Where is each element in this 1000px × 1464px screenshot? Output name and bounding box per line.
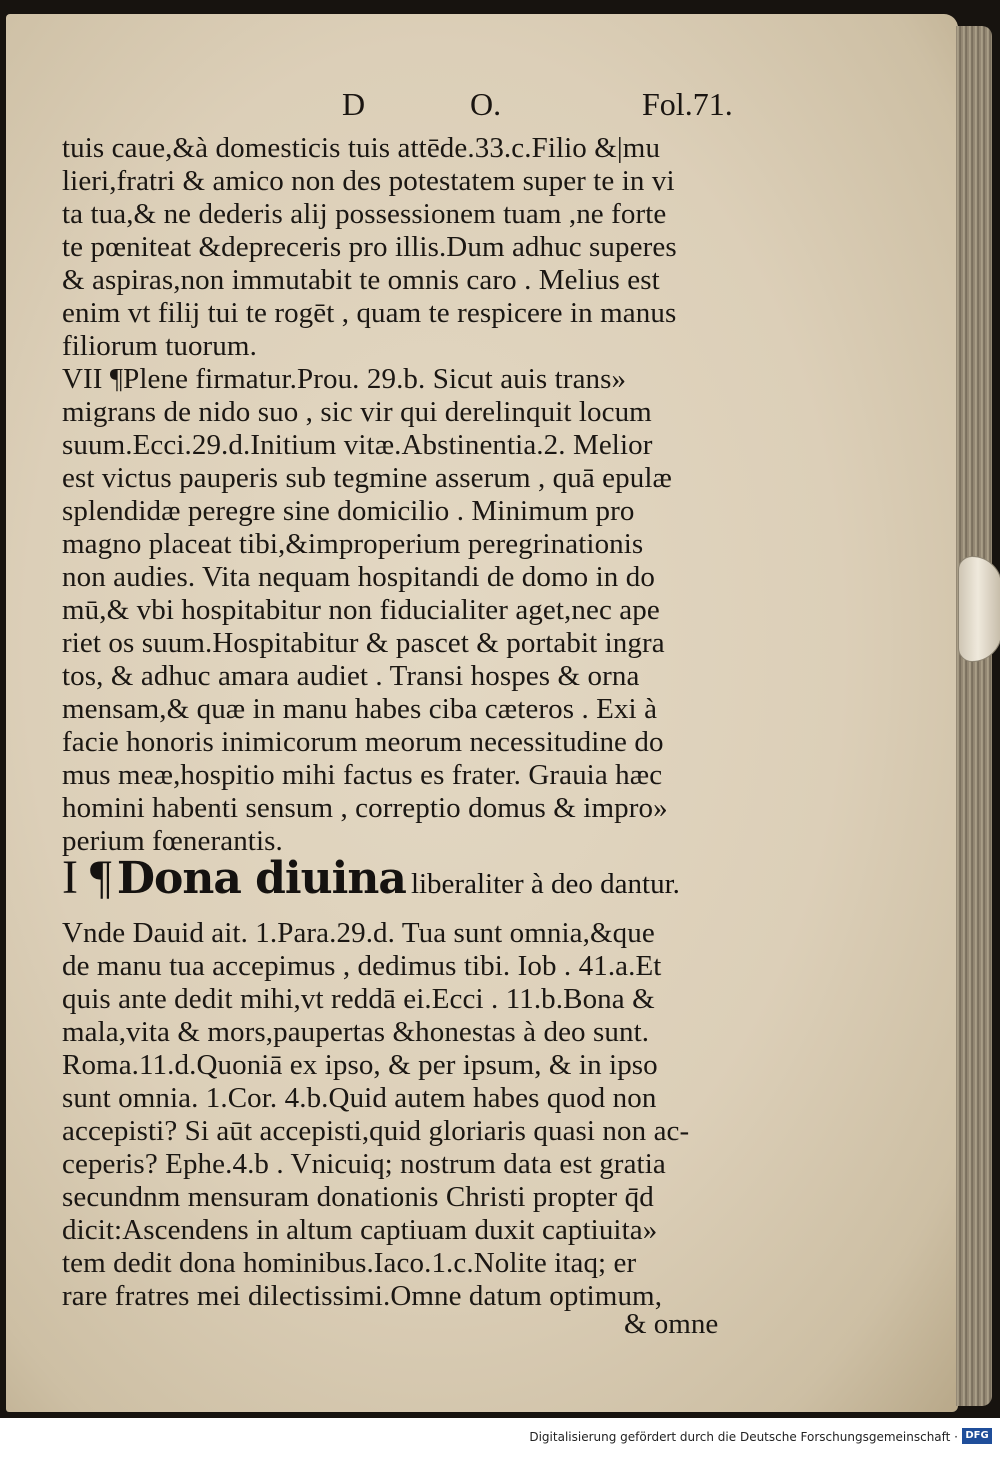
text-line: tos, & adhuc amara audiet . Transi hospes & orna	[62, 660, 640, 692]
text-line: facie honoris inimicorum meorum necessitudine do	[62, 726, 664, 758]
text-line: secundnm mensuram donationis Christi propter q̄d	[62, 1181, 654, 1213]
text-line: Roma.11.d.Quoniā ex ipso, & per ipsum, & in ipso	[62, 1049, 658, 1081]
folio-number: Fol.71.	[642, 86, 733, 122]
text-line: quis ante dedit mihi,vt reddā ei.Ecci . 11.b.Bona &	[62, 983, 655, 1015]
text-line: enim vt filij tui te rogēt , quam te respicere in manus	[62, 297, 677, 329]
running-head	[0, 86, 958, 130]
text-line: & aspiras,non immutabit te omnis caro . Melius est	[62, 264, 660, 296]
text-line: homini habenti sensum , correptio domus & impro»	[62, 792, 668, 824]
section-mark: I ¶	[62, 851, 112, 904]
text-line: filiorum tuorum.	[62, 330, 257, 362]
section-heading: Dona diuina	[116, 853, 406, 904]
text-line: rare fratres mei dilectissimi.Omne datum optimum,	[62, 1280, 663, 1312]
footer-bar	[0, 1418, 1000, 1464]
funding-notice: Digitalisierung gefördert durch die Deutsche Forschungsgemeinschaft ·	[529, 1430, 958, 1444]
text-line: riet os suum.Hospitabitur & pascet & portabit ingra	[62, 627, 665, 659]
text-line: VII ¶Plene firmatur.Prou. 29.b. Sicut auis trans»	[62, 363, 627, 395]
head-left: D	[342, 86, 366, 122]
page-fore-edge	[956, 26, 992, 1406]
text-line: ceperis? Ephe.4.b . Vnicuiq; nostrum data est gratia	[62, 1148, 666, 1180]
text-line: non audies. Vita nequam hospitandi de domo in do	[62, 561, 655, 593]
text-line: mensam,& quæ in manu habes ciba cæteros . Exi à	[62, 693, 658, 725]
text-line: mus meæ,hospitio mihi factus es frater. Grauia hæc	[62, 759, 663, 791]
section-heading-rest: liberaliter à deo dantur.	[410, 868, 680, 900]
text-line: splendidæ peregre sine domicilio . Minimum pro	[62, 495, 635, 527]
catchword: & omne	[624, 1308, 719, 1340]
text-line: mala,vita & mors,paupertas &honestas à deo sunt.	[62, 1016, 650, 1048]
text-line: perium fœnerantis.	[62, 825, 283, 857]
text-line: accepisti? Si aūt accepisti,quid gloriaris quasi non ac-	[62, 1115, 690, 1147]
text-line: ta tua,& ne dederis alij possessionem tuam ,ne forte	[62, 198, 667, 230]
section-heading-line	[62, 850, 680, 910]
text-line: lieri,fratri & amico non des potestatem super te in vi	[62, 165, 675, 197]
text-line: migrans de nido suo , sic vir qui derelinquit locum	[62, 396, 652, 428]
text-line: mū,& vbi hospitabitur non fiducialiter aget,nec ape	[62, 594, 660, 626]
text-line: dicit:Ascendens in altum captiuam duxit captiuita»	[62, 1214, 658, 1246]
text-line: tuis caue,&à domesticis tuis attēde.33.c.Filio &|mu	[62, 132, 661, 164]
text-line: tem dedit dona hominibus.Iaco.1.c.Nolite itaq; er	[62, 1247, 637, 1279]
head-center: O.	[470, 86, 502, 122]
text-line: est victus pauperis sub tegmine asserum , quā epulæ	[62, 462, 672, 494]
dfg-logo-icon: DFG	[962, 1428, 992, 1444]
page-tab	[958, 556, 1000, 662]
text-line: Vnde Dauid ait. 1.Para.29.d. Tua sunt omnia,&que	[62, 917, 655, 949]
text-line: sunt omnia. 1.Cor. 4.b.Quid autem habes quod non	[62, 1082, 657, 1114]
text-line: te pœniteat &deprecerіs pro illis.Dum adhuc superes	[62, 231, 677, 263]
text-line: suum.Ecci.29.d.Initium vitæ.Abstinentia.2. Melior	[62, 429, 653, 461]
text-line: de manu tua accepimus , dedimus tibi. Iob . 41.a.Et	[62, 950, 662, 982]
text-line: magno placeat tibi,&improperium peregrinationis	[62, 528, 644, 560]
